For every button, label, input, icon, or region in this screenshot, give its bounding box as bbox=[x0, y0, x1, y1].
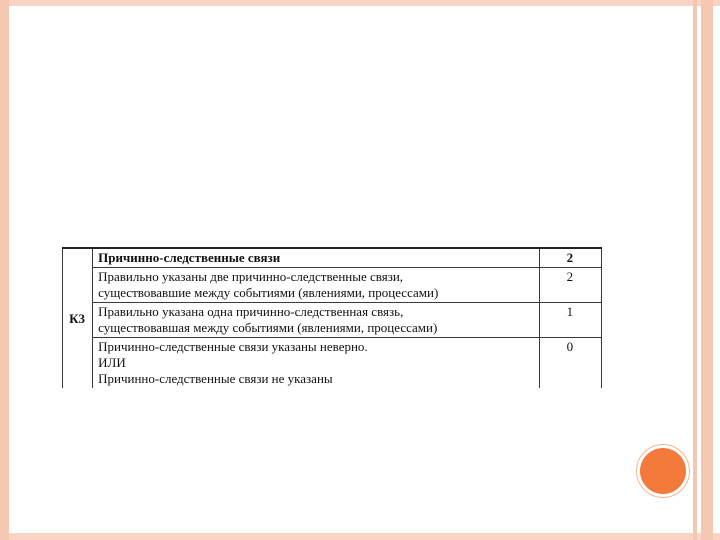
table-row bbox=[63, 248, 602, 268]
table-row bbox=[63, 303, 602, 338]
description-line: ИЛИ bbox=[98, 355, 126, 370]
slide-border-right-outer bbox=[701, 0, 713, 540]
slide-border-left bbox=[0, 0, 9, 540]
table-row bbox=[63, 338, 602, 389]
description-line: существовавшая между событиями (явлениями, процессами) bbox=[98, 320, 438, 335]
criterion-title: Причинно-следственные связи bbox=[98, 250, 281, 265]
max-score-cell bbox=[539, 248, 601, 268]
description-line: Причинно-следственные связи не указаны bbox=[98, 371, 333, 386]
description-line: Причинно-следственные связи указаны неверно. bbox=[98, 339, 368, 354]
description-line: Правильно указана одна причинно-следственная связь, bbox=[98, 304, 404, 319]
description-cell bbox=[93, 268, 540, 303]
score-cell bbox=[539, 303, 601, 338]
criterion-code-cell bbox=[63, 248, 93, 388]
criteria-table bbox=[62, 247, 602, 388]
description-cell bbox=[93, 303, 540, 338]
slide-border-bottom bbox=[0, 533, 720, 540]
score-value: 1 bbox=[566, 304, 574, 319]
description-cell bbox=[93, 338, 540, 389]
score-cell bbox=[539, 338, 601, 389]
score-value: 0 bbox=[566, 339, 574, 354]
criterion-title-cell bbox=[93, 248, 540, 268]
score-cell bbox=[539, 268, 601, 303]
decorative-circle bbox=[640, 448, 686, 494]
slide-border-right-inner bbox=[693, 0, 697, 540]
max-score: 2 bbox=[566, 250, 574, 265]
description-line: существовавшие между событиями (явлениями, процессами) bbox=[98, 285, 439, 300]
table-row bbox=[63, 268, 602, 303]
description-line: Правильно указаны две причинно-следственные связи, bbox=[98, 269, 404, 284]
score-value: 2 bbox=[566, 269, 574, 284]
criterion-code: К3 bbox=[69, 310, 86, 326]
slide-border-top bbox=[0, 0, 720, 6]
